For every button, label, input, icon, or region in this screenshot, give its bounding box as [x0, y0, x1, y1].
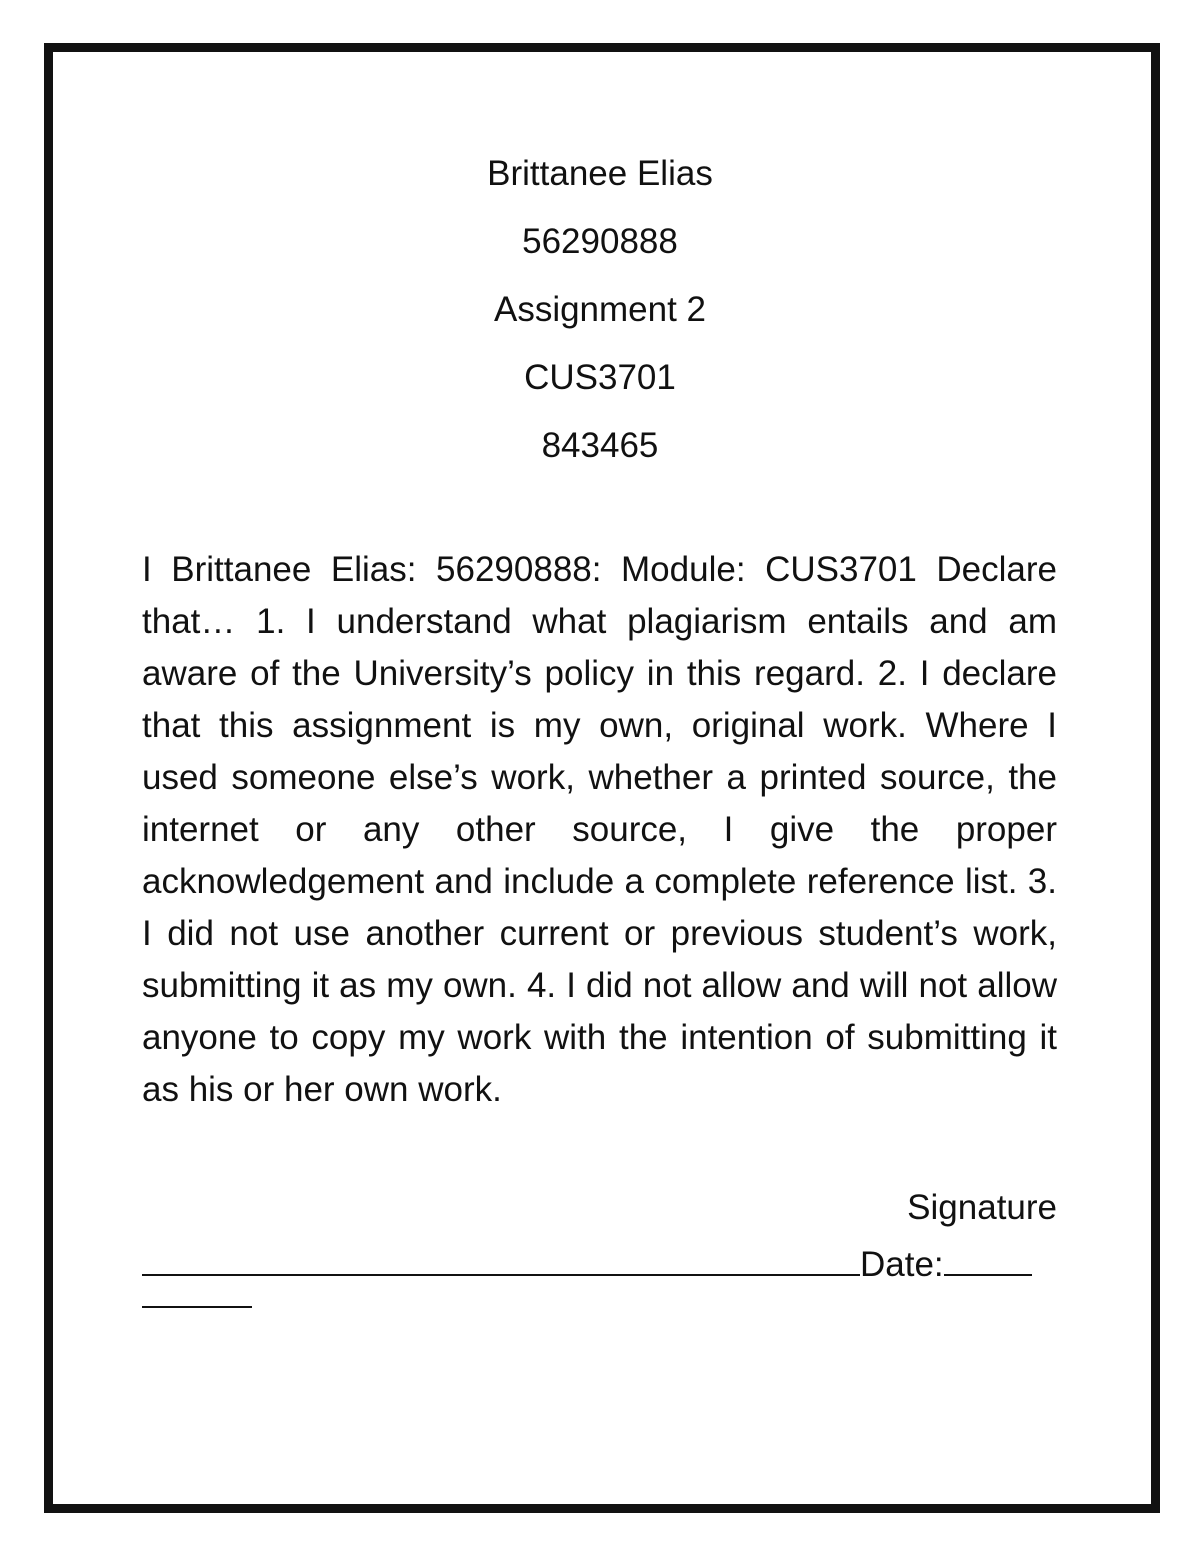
plagiarism-declaration: I Brittanee Elias: 56290888: Module: CUS3701 Declare that… 1. I understand what plagiarism entails and am aware of the University’s policy in this regard. 2. I declare that this assignment is my own, original work. Where I used someone else’s work, whether a printed source, the internet or any other source, I give the proper acknowledgement and include a complete reference list. 3. I did not use another current or previous student’s work, submitting it as my own. 4. I did not allow and will not allow anyone to copy my work with the intention of submitting it as his or her own work.: [142, 550, 1057, 1109]
unique-number: 843465: [541, 426, 659, 465]
module-code: CUS3701: [524, 358, 676, 397]
student-number: 56290888: [522, 222, 678, 261]
signature-label: Signature: [907, 1188, 1057, 1227]
signature-date-line: [142, 1234, 1057, 1286]
date-blank-continued: [142, 1306, 252, 1308]
date-blank: [944, 1234, 1032, 1276]
signature-blank: [142, 1234, 860, 1276]
assignment-title: Assignment 2: [493, 290, 707, 329]
cover-header: [0, 140, 1200, 480]
student-name: Brittanee Elias: [487, 154, 713, 193]
date-label: Date:: [860, 1245, 944, 1284]
signature-section: [142, 1182, 1057, 1286]
